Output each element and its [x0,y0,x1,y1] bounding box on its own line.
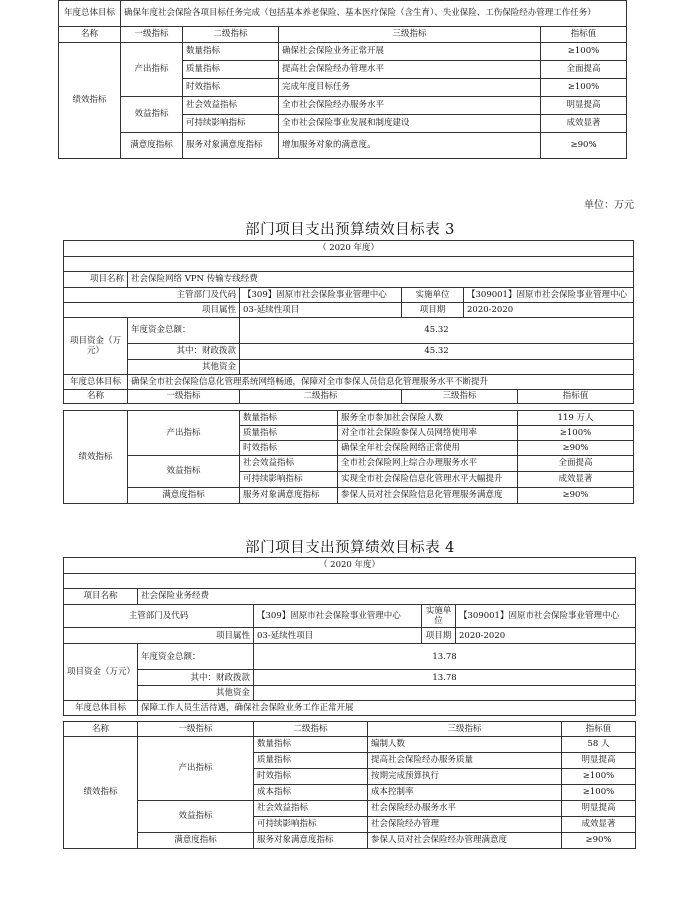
blank-row [64,574,636,589]
l2-cell: 服务对象满意度指标 [254,833,368,849]
period-label: 项目期 [422,628,456,644]
l3-cell: 完成年度目标任务 [279,79,541,97]
header-l1: 一级指标 [128,390,240,404]
output-indicator-label: 产出指标 [138,737,254,801]
l2-cell: 质量指标 [183,61,279,79]
value-cell: 明显提高 [562,753,636,769]
dept-label: 主管部门及代码 [64,288,240,303]
impl-label: 实施单位 [402,288,464,303]
header-name: 名称 [59,27,121,43]
l2-cell: 可持续影响指标 [240,472,338,488]
other-label: 其他资金 [138,686,254,701]
l3-cell: 编制人数 [368,737,562,753]
attr-label: 项目属性 [64,303,240,318]
l3-cell: 全市社会保险网上综合办理服务水平 [338,456,518,472]
table-row [64,456,634,472]
category-cell: 绩效指标 [64,737,138,849]
benefit-indicator-label: 效益指标 [138,801,254,833]
category-cell: 绩效指标 [59,43,121,159]
value-cell: ≥90% [562,833,636,849]
header-value: 指标值 [541,27,627,43]
table3-title: 部门项目支出预算绩效目标表 3 [245,222,455,238]
total-value: 45.32 [240,318,634,344]
unit-label: 单位：万元 [584,200,634,211]
finance-label: 其中：财政拨款 [128,344,240,360]
attr-value: 03-延续性项目 [254,628,422,644]
header-l1: 一级指标 [121,27,183,43]
value-cell: 明显提高 [562,801,636,817]
other-label: 其他资金 [128,360,240,375]
l2-cell: 社会效益指标 [240,456,338,472]
blank-row [64,257,634,272]
table-row [64,833,636,849]
fund-label: 项目资金（万元） [64,644,138,701]
header-l3: 三级指标 [402,390,518,404]
table4-indicators [63,721,636,849]
table3-indicators [63,410,634,504]
l2-cell: 质量指标 [240,426,338,441]
l3-cell: 提高社会保险经办管理水平 [279,61,541,79]
attr-value: 03-延续性项目 [240,303,402,318]
table-header-row [59,27,627,43]
table-row [59,133,627,159]
l2-cell: 成本指标 [254,785,368,801]
l2-cell: 时效指标 [183,79,279,97]
value-cell: 全面提高 [518,456,634,472]
l3-cell: 确保社会保险业务正常开展 [279,43,541,61]
value-cell: ≥100% [541,79,627,97]
header-l2: 二级指标 [240,390,402,404]
total-label: 年度资金总额： [128,318,240,344]
header-value: 指标值 [562,722,636,737]
value-cell: 成效显著 [541,115,627,133]
dept-value: 【309】固原市社会保险事业管理中心 [240,288,402,303]
project-name: 社会保险网络 VPN 传输专线经费 [128,272,634,288]
header-l2: 二级指标 [183,27,279,43]
goal-text: 确保年度社会保险各项目标任务完成（包括基本养老保险、基本医疗保险（含生育）、失业保险、工伤保险经办管理工作任务） [121,1,627,27]
table4 [63,557,636,716]
table4-year: （ 2020 年度） [64,558,636,574]
impl-label: 实施单位 [422,605,456,628]
header-name: 名称 [64,390,128,404]
value-cell: 明显提高 [541,97,627,115]
finance-label: 其中：财政拨款 [138,670,254,686]
value-cell: ≥90% [518,488,634,504]
value-cell: ≥90% [541,133,627,159]
value-cell: 58 人 [562,737,636,753]
value-cell: 成效显著 [518,472,634,488]
goal-label: 年度总体目标 [64,375,128,390]
l3-cell: 对全市社会保险参保人员网络使用率 [338,426,518,441]
value-cell: 119 万人 [518,411,634,426]
header-name: 名称 [64,722,138,737]
other-value [254,686,636,701]
value-cell: 成效显著 [562,817,636,833]
project-name-label: 项目名称 [64,589,138,605]
l2-cell: 数量指标 [254,737,368,753]
l3-cell: 全市社会保险经办服务水平 [279,97,541,115]
table-row [59,97,627,115]
l2-cell: 时效指标 [240,441,338,456]
top-fragment-table [58,0,627,159]
l3-cell: 全市社会保险事业发展和制度建设 [279,115,541,133]
dept-value: 【309】固原市社会保险事业管理中心 [254,605,422,628]
table-row [64,488,634,504]
period-label: 项目期 [402,303,464,318]
project-name-label: 项目名称 [64,272,128,288]
category-cell: 绩效指标 [64,411,128,504]
l2-cell: 数量指标 [183,43,279,61]
table4-title: 部门项目支出预算绩效目标表 4 [245,540,455,556]
attr-label: 项目属性 [64,628,254,644]
l3-cell: 社会保险经办管理 [368,817,562,833]
value-cell: ≥100% [541,43,627,61]
finance-value: 13.78 [254,670,636,686]
value-cell: ≥100% [518,426,634,441]
l2-cell: 社会效益指标 [183,97,279,115]
l3-cell: 按期完成预算执行 [368,769,562,785]
l3-cell: 参保人员对社会保险经办管理满意度 [368,833,562,849]
l2-cell: 数量指标 [240,411,338,426]
value-cell: ≥100% [562,769,636,785]
total-label: 年度资金总额： [138,644,254,670]
benefit-indicator-label: 效益指标 [121,97,183,133]
l2-cell: 可持续影响指标 [254,817,368,833]
l3-cell: 成本控制率 [368,785,562,801]
header-l1: 一级指标 [138,722,254,737]
table-row [64,801,636,817]
l3-cell: 社会保险经办服务水平 [368,801,562,817]
table-header-row [64,722,636,737]
table-header-row [64,390,634,404]
l3-cell: 实现全市社会保险信息化管理水平大幅提升 [338,472,518,488]
output-indicator-label: 产出指标 [128,411,240,456]
table3 [63,240,634,404]
goal-label: 年度总体目标 [59,1,121,27]
dept-label: 主管部门及代码 [64,605,254,628]
satisfaction-indicator-label: 满意度指标 [138,833,254,849]
impl-value: 【309001】固原市社会保险事业管理中心 [464,288,634,303]
fund-label: 项目资金（万元） [64,318,128,375]
l2-cell: 社会效益指标 [254,801,368,817]
l2-cell: 时效指标 [254,769,368,785]
value-cell: 全面提高 [541,61,627,79]
project-name: 社会保险业务经费 [138,589,636,605]
header-l2: 二级指标 [254,722,368,737]
other-value [240,360,634,375]
table-row [64,737,636,753]
output-indicator-label: 产出指标 [121,43,183,97]
table3-year: （ 2020 年度） [64,241,634,257]
total-value: 13.78 [254,644,636,670]
goal-label: 年度总体目标 [64,701,138,716]
value-cell: ≥100% [562,785,636,801]
table-row [64,411,634,426]
header-l3: 三级指标 [368,722,562,737]
goal-text: 保障工作人员生活待遇，确保社会保险业务工作正常开展 [138,701,636,716]
l3-cell: 服务全市参加社会保险人数 [338,411,518,426]
goal-text: 确保全市社会保险信息化管理系统网络畅通，保障对全市参保人员信息化管理服务水平不断提升 [128,375,634,390]
l2-cell: 服务对象满意度指标 [183,133,279,159]
period-value: 2020-2020 [464,303,634,318]
l2-cell: 可持续影响指标 [183,115,279,133]
satisfaction-indicator-label: 满意度指标 [121,133,183,159]
impl-value: 【309001】固原市社会保险事业管理中心 [456,605,636,628]
l3-cell: 确保全年社会保险网络正常使用 [338,441,518,456]
l2-cell: 质量指标 [254,753,368,769]
l2-cell: 服务对象满意度指标 [240,488,338,504]
finance-value: 45.32 [240,344,634,360]
l3-cell: 增加服务对象的满意度。 [279,133,541,159]
value-cell: ≥90% [518,441,634,456]
header-l3: 三级指标 [279,27,541,43]
period-value: 2020-2020 [456,628,636,644]
header-value: 指标值 [518,390,634,404]
table-row [59,43,627,61]
benefit-indicator-label: 效益指标 [128,456,240,488]
satisfaction-indicator-label: 满意度指标 [128,488,240,504]
l3-cell: 参保人员对社会保险信息化管理服务满意度 [338,488,518,504]
l3-cell: 提高社会保险经办服务质量 [368,753,562,769]
